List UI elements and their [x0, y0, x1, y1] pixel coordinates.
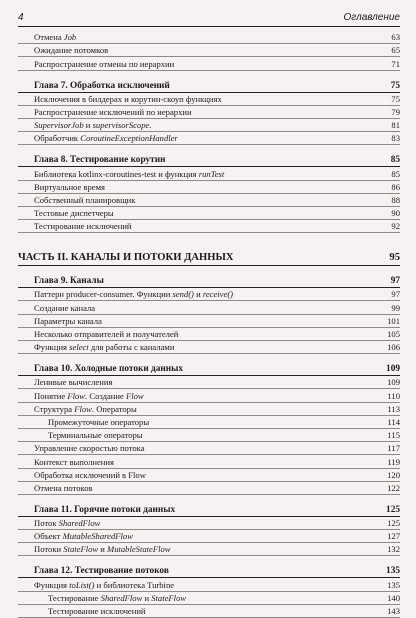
toc-entry-title: Структура Flow. Операторы — [34, 403, 137, 414]
toc-page-number: 81 — [391, 120, 400, 131]
toc-entry-title: Несколько отправителей и получателей — [34, 329, 179, 339]
toc-entry — [18, 376, 400, 389]
toc-entry-title: ЧАСТЬ II. КАНАЛЫ И ПОТОКИ ДАННЫХ — [18, 252, 234, 264]
toc-entry-title: Ожидание потомков — [34, 45, 109, 56]
toc-entry — [18, 132, 400, 145]
toc-page-number: 127 — [387, 531, 400, 542]
toc-entry — [18, 31, 400, 44]
toc-entry-title: Ленивые вычисления — [34, 377, 113, 388]
toc-chapter-heading — [18, 269, 400, 288]
toc-chapter-heading — [18, 148, 400, 167]
toc-entry — [18, 341, 400, 354]
toc-page-number: 75 — [390, 80, 400, 91]
toc-entry — [18, 429, 400, 442]
table-of-contents — [18, 31, 400, 618]
toc-entry — [18, 301, 400, 314]
toc-page-number: 120 — [387, 469, 400, 480]
toc-page-number: 132 — [387, 544, 400, 555]
toc-page-number: 95 — [389, 252, 400, 264]
toc-entry — [18, 194, 400, 207]
toc-chapter-heading — [18, 74, 400, 93]
toc-entry-title: Промежуточные операторы — [48, 416, 150, 427]
toc-page-number: 125 — [387, 518, 400, 529]
toc-entry-title: Виртуальное время — [34, 181, 105, 192]
toc-entry-title: Глава 8. Тестирование корутин — [34, 155, 166, 166]
toc-entry — [18, 220, 400, 233]
toc-entry — [18, 403, 400, 416]
toc-page-number: 114 — [387, 416, 400, 427]
toc-entry-title: SupervisorJob и supervisorScope. — [34, 120, 152, 131]
toc-entry — [18, 93, 400, 106]
toc-page-number: 86 — [391, 181, 400, 192]
toc-entry-title: Функция toList() и библиотека Turbine — [34, 579, 175, 590]
toc-entry — [18, 482, 400, 495]
toc-entry-title: Управление скоростью потока — [34, 443, 145, 454]
toc-page-number: 75 — [391, 93, 400, 104]
toc-entry — [18, 455, 400, 468]
toc-entry — [18, 181, 400, 194]
toc-entry-title: Библиотека kotlinx-coroutines-test и функция runTest — [34, 168, 225, 179]
toc-page-number: 109 — [387, 377, 400, 388]
toc-page-number: 125 — [386, 504, 400, 515]
toc-page-number: 140 — [387, 592, 400, 603]
toc-page-number: 122 — [387, 482, 400, 493]
toc-entry — [18, 389, 400, 402]
toc-entry-title: Обработка исключений в Flow — [34, 469, 146, 480]
toc-entry-title: Тестирование исключений — [48, 606, 146, 616]
toc-entry-title: Глава 9. Каналы — [34, 276, 104, 287]
toc-page-number: 97 — [391, 289, 400, 300]
toc-part-heading — [18, 239, 400, 266]
toc-page-number: 143 — [387, 606, 400, 616]
toc-entry-title: Понятие Flow. Создание Flow — [34, 390, 144, 401]
toc-entry — [18, 592, 400, 605]
toc-entry — [18, 578, 400, 591]
running-header — [18, 12, 400, 27]
toc-page-number: 115 — [387, 430, 400, 441]
toc-entry-title: Распространение отмены по иерархии — [34, 58, 175, 69]
toc-entry-title: Паттерн producer-consumer. Функции send() и receive() — [34, 289, 234, 300]
toc-page-number: 71 — [391, 58, 400, 69]
toc-entry-title: Исключения в билдерах и корутин-скоуп функциях — [34, 93, 222, 104]
toc-entry — [18, 44, 400, 57]
toc-entry-title: Тестирование SharedFlow и StateFlow — [48, 592, 187, 603]
toc-entry-title: Контекст выполнения — [34, 456, 114, 467]
toc-entry-title: Отмена потоков — [34, 482, 93, 493]
toc-page-number: 97 — [390, 276, 400, 287]
toc-entry-title: Отмена Job — [34, 32, 77, 43]
toc-page-number: 105 — [387, 329, 400, 339]
toc-entry-title: Распространение исключений по иерархии — [34, 106, 192, 117]
toc-page-number: 119 — [387, 456, 400, 467]
toc-entry-title: Поток SharedFlow — [34, 518, 101, 529]
toc-page-number: 92 — [391, 221, 400, 232]
toc-entry-title: Терминальные операторы — [48, 430, 143, 441]
toc-page-number: 79 — [391, 106, 400, 117]
toc-entry — [18, 530, 400, 543]
toc-entry-title: Глава 12. Тестирование потоков — [34, 566, 169, 577]
toc-page-number: 90 — [391, 208, 400, 219]
toc-chapter-heading — [18, 498, 400, 517]
toc-entry — [18, 57, 400, 70]
toc-page-number: 110 — [387, 390, 400, 401]
toc-entry-title: Создание канала — [34, 302, 96, 313]
toc-entry — [18, 106, 400, 119]
toc-entry — [18, 543, 400, 556]
toc-entry — [18, 442, 400, 455]
toc-entry-title: Параметры канала — [34, 315, 102, 326]
toc-entry-title: Собственный планировщик — [34, 194, 136, 205]
toc-entry-title: Обработчик CoroutineExceptionHandler — [34, 133, 178, 144]
toc-chapter-heading — [18, 357, 400, 376]
toc-entry — [18, 119, 400, 132]
toc-page-number: 109 — [386, 364, 400, 375]
toc-page-number: 65 — [391, 45, 400, 56]
toc-entry-title: Тестирование исключений — [34, 221, 132, 232]
toc-entry — [18, 315, 400, 328]
running-title: Оглавление — [343, 12, 400, 23]
toc-entry — [18, 328, 400, 341]
toc-page-number: 135 — [387, 579, 400, 590]
toc-entry — [18, 605, 400, 618]
toc-page-number: 85 — [390, 155, 400, 166]
toc-page-number: 99 — [391, 302, 400, 313]
toc-entry — [18, 288, 400, 301]
toc-entry-title: Объект MutableSharedFlow — [34, 531, 133, 542]
toc-page-number: 113 — [387, 403, 400, 414]
toc-page-number: 63 — [391, 32, 400, 43]
toc-page-number: 83 — [391, 133, 400, 144]
toc-page-number: 85 — [391, 168, 400, 179]
toc-page-number: 117 — [387, 443, 400, 454]
toc-entry-title: Потоки StateFlow и MutableStateFlow — [34, 544, 171, 555]
toc-entry-title: Глава 10. Холодные потоки данных — [34, 364, 183, 375]
toc-entry — [18, 469, 400, 482]
toc-page-number: 101 — [387, 315, 400, 326]
toc-entry-title: Глава 11. Горячие потоки данных — [34, 504, 176, 515]
toc-entry-title: Глава 7. Обработка исключений — [34, 80, 170, 91]
toc-entry — [18, 207, 400, 220]
toc-page-number: 135 — [386, 566, 400, 577]
toc-entry — [18, 416, 400, 429]
toc-chapter-heading — [18, 559, 400, 578]
toc-entry-title: Тестовые диспетчеры — [34, 208, 114, 219]
toc-entry-title: Функция select для работы с каналами — [34, 342, 175, 353]
toc-entry — [18, 167, 400, 180]
page-number: 4 — [18, 12, 24, 23]
toc-page-number: 106 — [387, 342, 400, 353]
toc-entry — [18, 517, 400, 530]
toc-page-number: 88 — [391, 194, 400, 205]
